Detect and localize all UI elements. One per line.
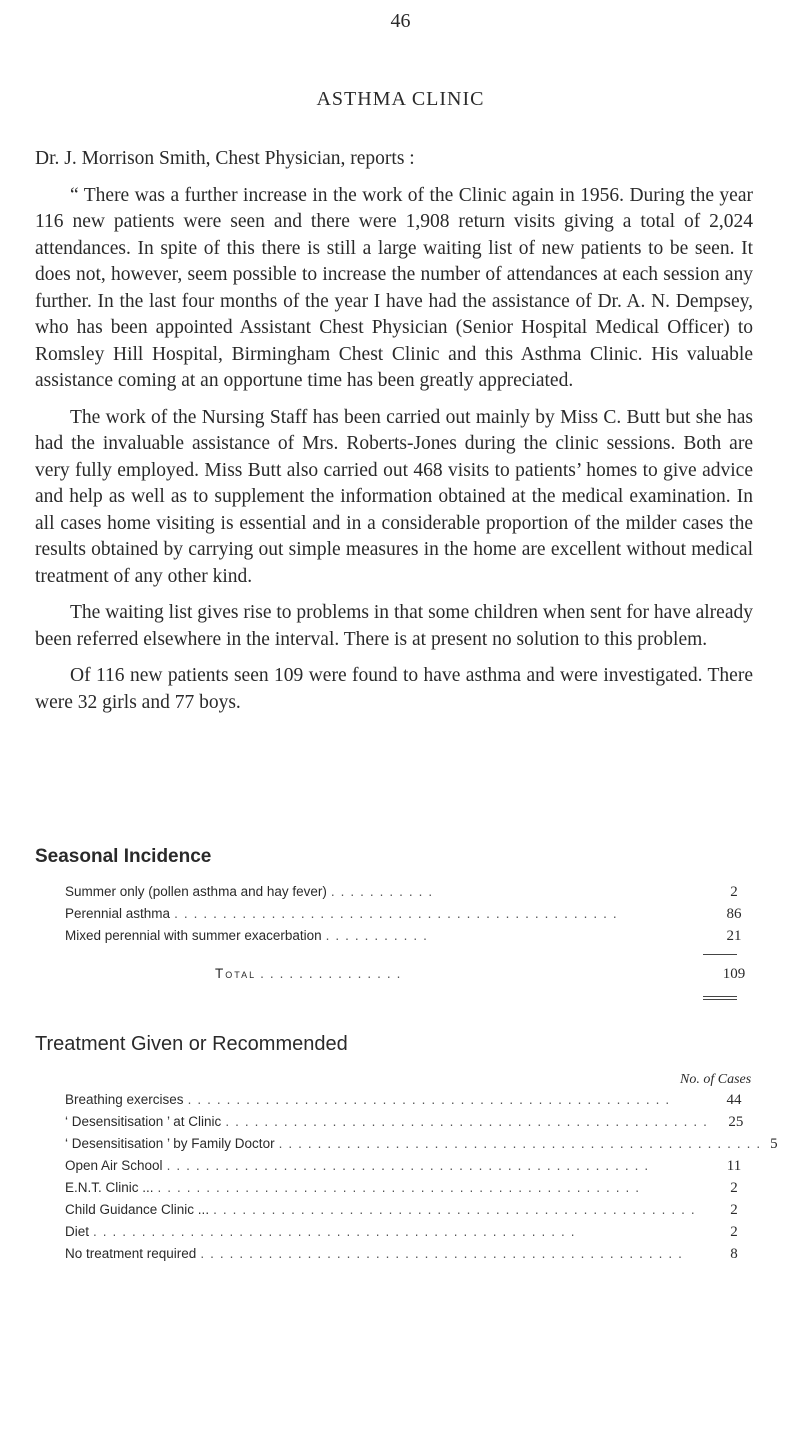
seasonal-table [65,884,755,950]
row-label: Child Guidance Clinic ... [65,1202,210,1217]
row-label: ‘ Desensitisation ’ by Family Doctor [65,1136,275,1151]
double-rule [703,996,737,1000]
total-value: 109 [722,966,746,982]
seasonal-total [65,966,755,988]
table-row [65,884,755,906]
leader-dots: .................................................. [93,1224,581,1239]
leader-dots: .................................................. [200,1246,688,1261]
report-body [35,146,753,726]
paragraph: “ There was a further increase in the work of the Clinic again in 1956. During the year 116 new patients were seen and there were 1,908 return visits giving a total of 2,024 attendances. In spite of this there is still a large waiting list of new patients to be seen. It does not, however, seem possible to increase the number of attendances at each session any further. In the last four months of the year I have had the assistance of Dr. A. N. Dempsey, who has been appointed Assistant Chest Physician (Senior Hospital Medical Officer) to Romsley Hill Hospital, Birmingham Chest Clinic and this Asthma Clinic. His valuable assistance coming at an opportune time has been greatly appreciated. [35,184,753,391]
paragraph: Of 116 new patients seen 109 were found to have asthma and were investigated. There were 32 girls and 77 boys. [35,665,753,713]
leader-dots: .................................................. [213,1202,701,1217]
total-row [65,966,755,988]
leader-dots: ........... [330,884,439,899]
seasonal-heading: Seasonal Incidence [35,846,212,867]
row-value: 2 [730,1202,738,1218]
row-label: Breathing exercises [65,1092,184,1107]
treatment-heading: Treatment Given or Recommended [35,1033,348,1055]
table-row [65,1224,755,1246]
leader-dots: ............... [260,966,407,981]
row-label: Open Air School [65,1158,163,1173]
leader-dots: .................................................. [278,1136,767,1151]
row-value: 2 [730,1180,738,1196]
table-row [65,906,755,928]
table-row [65,1158,755,1180]
leader-dots: .................................................. [166,1158,655,1173]
row-value: 8 [730,1246,738,1262]
paragraph: Dr. J. Morrison Smith, Chest Physician, reports : [35,148,415,169]
row-value: 21 [726,928,742,944]
row-label: No treatment required [65,1246,197,1261]
page-title: ASTHMA CLINIC [316,88,485,110]
row-value: 25 [728,1114,744,1130]
paragraph: The waiting list gives rise to problems in that some children when sent for have already been referred elsewhere in the interval. There is at present no solution to this problem. [35,602,753,650]
table-row [65,1114,755,1136]
leader-dots: .................................................. [225,1114,713,1129]
row-value: 11 [726,1158,742,1174]
sum-rule [703,954,737,955]
leader-dots: ........... [325,928,433,943]
total-label: Total [215,966,257,981]
row-value: 2 [730,884,738,900]
leader-dots: .................................................. [187,1092,676,1107]
column-header: No. of Cases [680,1072,752,1087]
row-label: Mixed perennial with summer exacerbation [65,928,322,943]
row-label: Summer only (pollen asthma and hay fever) [65,884,327,899]
table-row [65,1180,755,1202]
row-label: ‘ Desensitisation ’ at Clinic [65,1114,222,1129]
table-row [65,928,755,950]
row-label: Perennial asthma [65,906,171,921]
row-label: E.N.T. Clinic ... [65,1180,154,1195]
leader-dots: .............................................. [174,906,623,921]
table-row [65,1092,755,1114]
leader-dots: .................................................. [157,1180,646,1195]
page-number: 46 [390,10,411,32]
table-row [65,1246,755,1268]
row-value: 44 [726,1092,742,1108]
row-value: 2 [730,1224,738,1240]
treatment-table [65,1092,778,1268]
paragraph: The work of the Nursing Staff has been carried out mainly by Miss C. Butt but she has had the invaluable assistance of Mrs. Roberts-Jones during the clinic sessions. Both are very fully employed. Miss Butt also carried out 468 visits to patients’ homes to give advice and help as well as to supplement the information obtained at the medical examination. In all cases home visiting is essential and in a considerable proportion of the milder cases the results obtained by carrying out simple measures in the home are excellent without medical treatment of any other kind. [35,406,753,587]
table-row [65,1202,755,1224]
row-label: Diet [65,1224,90,1239]
table-row [65,1136,778,1158]
row-value: 5 [770,1136,778,1152]
row-value: 86 [726,906,742,922]
